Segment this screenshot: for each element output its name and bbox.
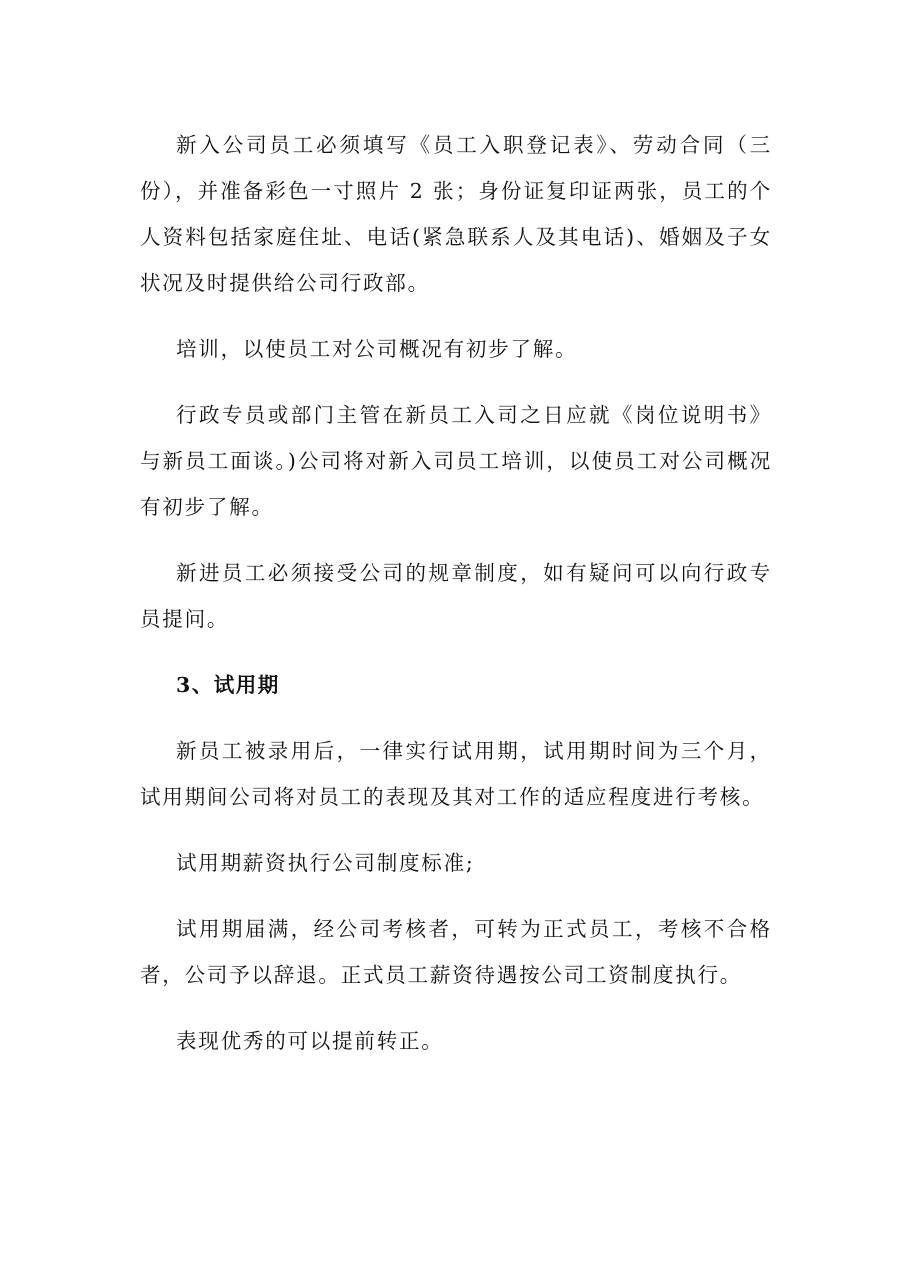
paragraph-training: 培训，以使员工对公司概况有初步了解。 [176, 337, 578, 361]
paragraph-job-description-interview: 行政专员或部门主管在新员工入司之日应就《岗位说明书》与新员工面谈。)公司将对新入司员工培训，以使员工对公司概况有初步了解。 [140, 403, 772, 519]
paragraph-employee-registration: 新入公司员工必须填写《员工入职登记表》、劳动合同（三份），并准备彩色一寸照片 2 张；身份证复印证两张，员工的个人资料包括家庭住址、电话(紧急联系人及其电话)、婚姻及子女状况及时提供给公司行政部。 [140, 133, 772, 295]
paragraph-probation-period: 新员工被录用后，一律实行试用期，试用期时间为三个月，试用期间公司将对员工的表现及其对工作的适应程度进行考核。 [140, 739, 772, 809]
paragraph-probation-end: 试用期届满，经公司考核者，可转为正式员工，考核不合格者，公司予以辞退。正式员工薪资待遇按公司工资制度执行。 [140, 917, 772, 987]
section-heading-probation: 3、试用期 [176, 673, 280, 697]
paragraph-probation-salary: 试用期薪资执行公司制度标准; [176, 851, 475, 875]
document-page [140, 122, 772, 1084]
paragraph-early-promotion: 表现优秀的可以提前转正。 [176, 1029, 444, 1053]
paragraph-company-rules: 新进员工必须接受公司的规章制度，如有疑问可以向行政专员提问。 [140, 561, 772, 631]
